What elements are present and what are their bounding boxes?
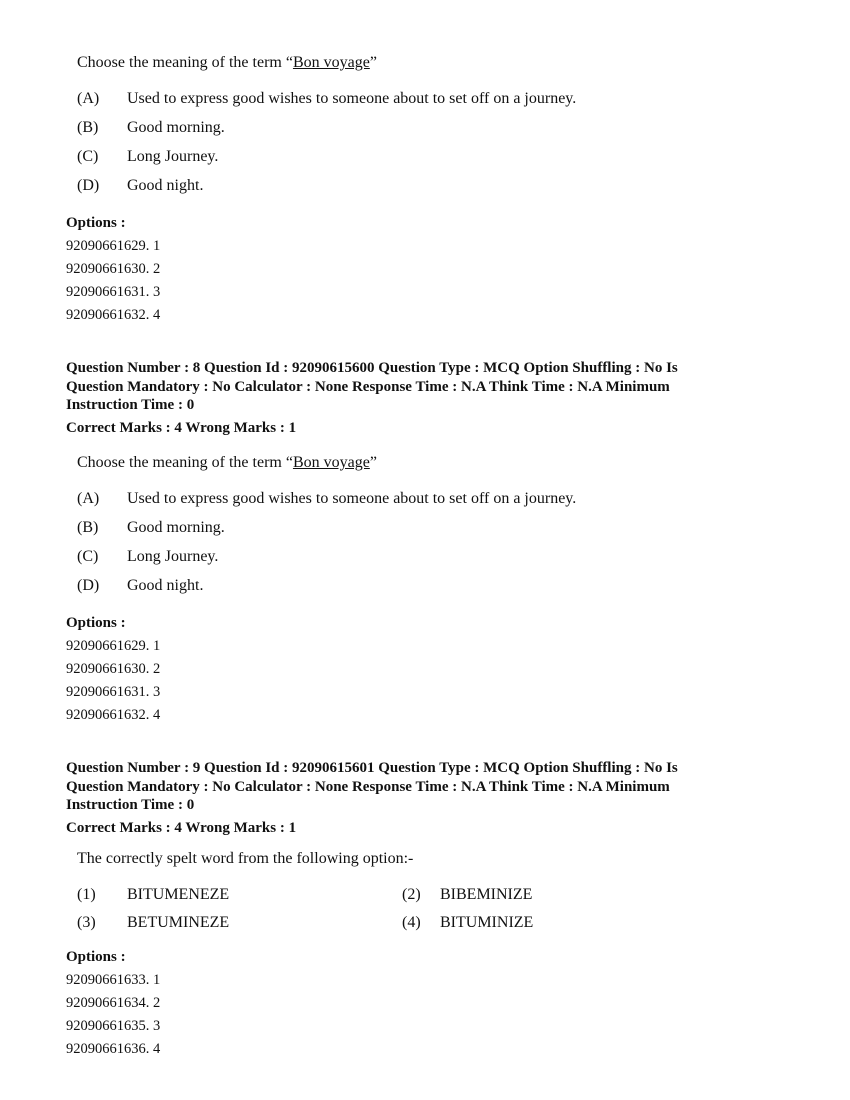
choice-letter-d: (D) (77, 177, 100, 194)
choice-letter-c: (C) (77, 148, 99, 165)
choice-text-1: BITUMENEZE (127, 886, 230, 903)
choice-text-2: BIBEMINIZE (440, 886, 533, 903)
question-prefix: Choose the meaning of the term “ (77, 454, 293, 471)
header-line-3: Instruction Time : 0 (66, 797, 195, 813)
question-text (77, 454, 377, 472)
choice-letter-c: (C) (77, 548, 99, 565)
term-underlined: Bon voyage (292, 54, 370, 71)
header-line-1: Question Number : 9 Question Id : 92090615601 Question Type : MCQ Option Shuffling : No Is (66, 760, 678, 776)
choice-text-4: BITUMINIZE (440, 914, 534, 931)
option-id-line: 92090661633. 1 (66, 972, 161, 988)
option-id-line: 92090661632. 4 (66, 307, 161, 323)
choice-number-1: (1) (77, 886, 96, 903)
choice-number-4: (4) (402, 914, 421, 931)
option-id-line: 92090661635. 3 (66, 1018, 161, 1034)
choice-number-3: (3) (77, 914, 96, 931)
choice-text-c: Long Journey. (127, 148, 219, 165)
choice-letter-a: (A) (77, 490, 100, 507)
option-id-line: 92090661634. 2 (66, 995, 161, 1011)
question-header (66, 359, 678, 415)
choice-text-d: Good night. (127, 177, 204, 194)
question-text: The correctly spelt word from the following option:- (77, 850, 414, 867)
choice-text-b: Good morning. (127, 119, 225, 136)
option-id-line: 92090661630. 2 (66, 661, 161, 677)
choice-text-a: Used to express good wishes to someone about to set off on a journey. (127, 90, 577, 107)
question-header (66, 759, 678, 815)
header-line-2: Question Mandatory : No Calculator : None Response Time : N.A Think Time : N.A Minimum (66, 378, 670, 395)
option-id-line: 92090661631. 3 (66, 284, 161, 300)
marks-line: Correct Marks : 4 Wrong Marks : 1 (66, 420, 297, 436)
term-underlined: Bon voyage (292, 454, 370, 471)
header-line-1: Question Number : 8 Question Id : 92090615600 Question Type : MCQ Option Shuffling : No Is (66, 360, 678, 376)
choice-letter-b: (B) (77, 119, 99, 136)
choice-number-2: (2) (402, 886, 421, 903)
option-id-line: 92090661630. 2 (66, 261, 161, 277)
choice-text-d: Good night. (127, 577, 204, 594)
choice-text-b: Good morning. (127, 519, 225, 536)
question-text (77, 54, 377, 72)
option-id-line: 92090661629. 1 (66, 238, 161, 254)
choice-letter-b: (B) (77, 519, 99, 536)
choice-text-c: Long Journey. (127, 548, 219, 565)
question-suffix: ” (369, 54, 377, 71)
choice-letter-a: (A) (77, 90, 100, 107)
option-id-line: 92090661631. 3 (66, 684, 161, 700)
choice-text-3: BETUMINEZE (127, 914, 230, 931)
question-suffix: ” (369, 454, 377, 471)
header-line-2: Question Mandatory : No Calculator : None Response Time : N.A Think Time : N.A Minimum (66, 778, 670, 795)
options-label: Options : (66, 949, 126, 965)
options-label: Options : (66, 615, 126, 631)
choice-text-a: Used to express good wishes to someone about to set off on a journey. (127, 490, 577, 507)
header-line-3: Instruction Time : 0 (66, 397, 195, 413)
marks-line: Correct Marks : 4 Wrong Marks : 1 (66, 820, 297, 836)
choice-letter-d: (D) (77, 577, 100, 594)
option-id-line: 92090661629. 1 (66, 638, 161, 654)
option-id-line: 92090661632. 4 (66, 707, 161, 723)
option-id-line: 92090661636. 4 (66, 1041, 161, 1057)
question-prefix: Choose the meaning of the term “ (77, 54, 293, 71)
options-label: Options : (66, 215, 126, 231)
